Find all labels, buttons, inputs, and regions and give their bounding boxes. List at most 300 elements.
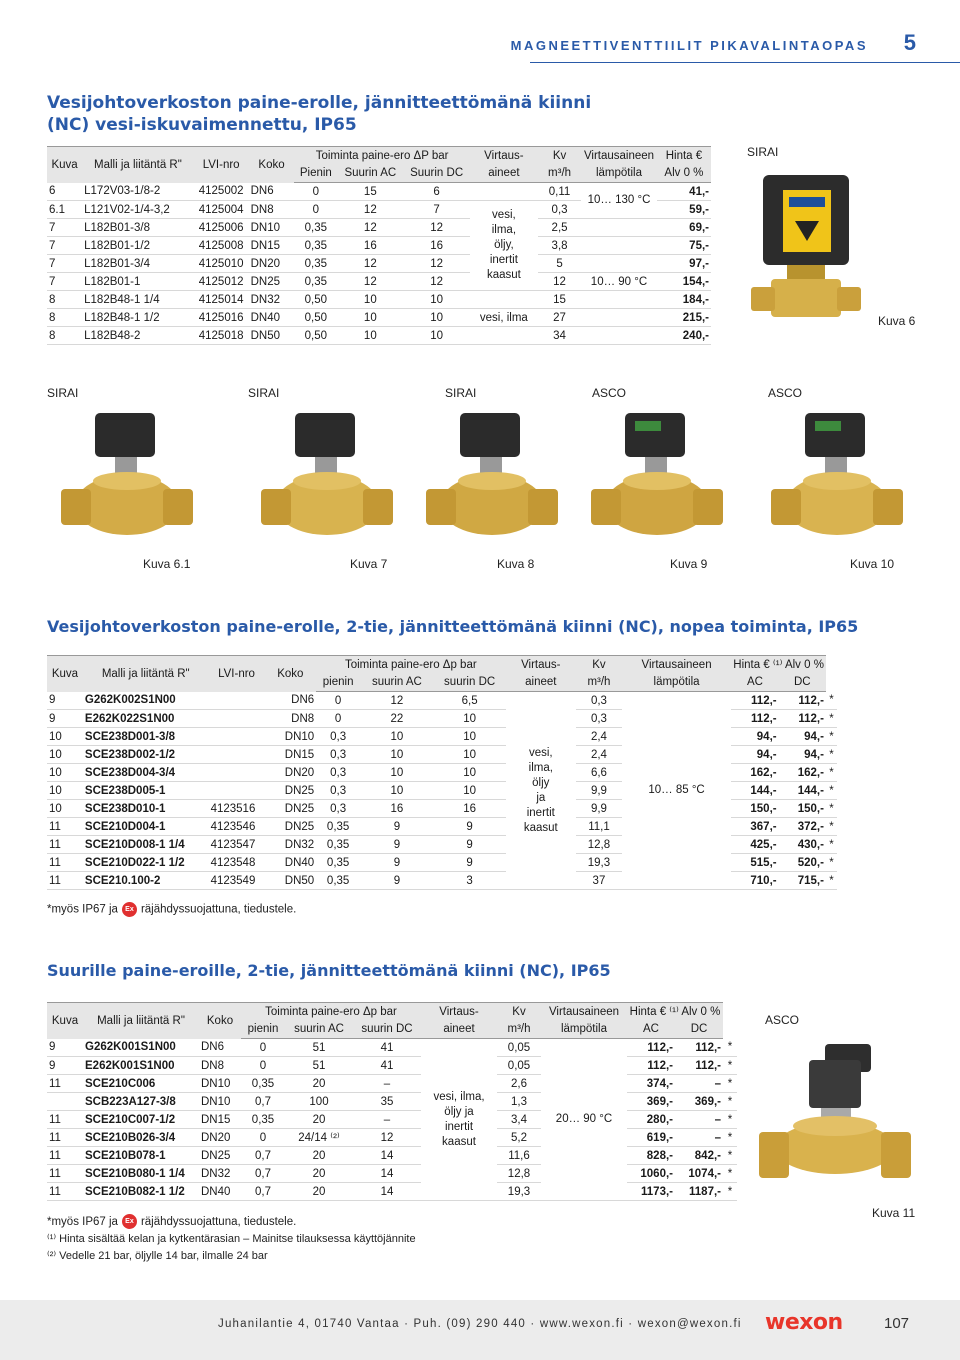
cell-kv: 2,6 — [497, 1075, 541, 1093]
cell-ac: 10 — [360, 746, 434, 764]
cell-koko: DN25 — [264, 800, 316, 818]
th3-aineet: aineet — [421, 1021, 497, 1039]
cell-hinta-ac: 112,- — [627, 1039, 675, 1057]
th2-suurin-dc: suurin DC — [434, 674, 506, 692]
th3-dc: DC — [675, 1021, 723, 1039]
cell-hinta-dc: – — [675, 1129, 723, 1147]
th-virtausaineen: Virtausaineen — [581, 147, 657, 165]
cell-hinta-dc: 112,- — [779, 692, 826, 710]
cell-virtaus-empty — [470, 183, 538, 201]
note3-ex — [47, 1214, 416, 1231]
cell-koko: DN50 — [249, 327, 295, 345]
cell-hinta-ac: 619,- — [627, 1129, 675, 1147]
cell-koko: DN40 — [249, 309, 295, 327]
cell-koko: DN25 — [249, 273, 295, 291]
cell-lvi: 4125016 — [194, 309, 249, 327]
th3-virtaus: Virtaus- — [421, 1003, 497, 1021]
cell-hinta-dc: – — [675, 1075, 723, 1093]
gallery-brand: SIRAI — [445, 386, 477, 400]
cell-hinta-ac: 162,- — [731, 764, 778, 782]
gallery-brand: SIRAI — [248, 386, 280, 400]
cell-pienin: 0,3 — [316, 746, 360, 764]
cell-hinta-ac: 112,- — [731, 692, 778, 710]
cell-ac: 24/14 ⁽²⁾ — [285, 1129, 353, 1147]
cell-malli: L172V03-1/8-2 — [82, 183, 194, 201]
cell-virtausaineet-line: vesi, — [528, 746, 553, 759]
cell-koko: DN10 — [249, 219, 295, 237]
cell-pienin: 0,7 — [241, 1165, 285, 1183]
th3-toiminta: Toiminta paine-ero Δp bar — [241, 1003, 421, 1021]
cell-kv: 5,2 — [497, 1129, 541, 1147]
th3-kv-unit: m³/h — [497, 1021, 541, 1039]
cell-malli: SCE210B082-1 1/2 — [83, 1183, 199, 1201]
gallery-brand: SIRAI — [47, 386, 79, 400]
cell-hinta-dc: 112,- — [779, 710, 826, 728]
th-alv: Alv 0 % — [657, 165, 711, 183]
th-toiminta: Toiminta paine-ero ΔP bar — [294, 147, 469, 165]
cell-ac: 12 — [337, 255, 403, 273]
cell-malli: L182B01-3/4 — [82, 255, 194, 273]
cell-kv: 19,3 — [497, 1183, 541, 1201]
cell-pienin: 0 — [294, 183, 337, 201]
cell-lvi: 4123547 — [209, 836, 265, 854]
cell-lampotila — [541, 1039, 627, 1201]
th-pienin: Pienin — [294, 165, 337, 183]
th3-pienin: pienin — [241, 1021, 285, 1039]
footnote-2: ⁽²⁾ Vedelle 21 bar, öljylle 14 bar, ilmalle 24 bar — [47, 1250, 268, 1262]
cell-lvi — [209, 728, 265, 746]
cell-ac: 20 — [285, 1111, 353, 1129]
cell-malli: L182B48-1 1/4 — [82, 291, 194, 309]
valve-image-kuva11 — [755, 1040, 915, 1200]
th2-malli: Malli ja liitäntä R" — [83, 656, 209, 692]
wexon-logo: wexon — [765, 1310, 843, 1335]
cell-kv: 0,3 — [538, 201, 581, 219]
cell-virtausaineet-line: ja — [536, 791, 546, 804]
cell-kuva: 11 — [47, 1183, 83, 1201]
table-row — [47, 327, 711, 345]
cell-koko: DN8 — [199, 1057, 241, 1075]
cell-pienin: 0,50 — [294, 291, 337, 309]
cell-hinta-ac: 1173,- — [627, 1183, 675, 1201]
cell-dc: 12 — [403, 219, 469, 237]
cell-lvi: 4125006 — [194, 219, 249, 237]
cell-hinta-ac: 112,- — [731, 710, 778, 728]
cell-lvi — [209, 782, 265, 800]
valve-image-kuva6 — [745, 165, 865, 335]
cell-virtausaineet-line: vesi, ilma, — [433, 1090, 485, 1103]
cell-dc: 41 — [353, 1039, 421, 1057]
th-hinta: Hinta € — [657, 147, 711, 165]
cell-pienin: 0,35 — [294, 273, 337, 291]
cell-kuva: 6 — [47, 183, 82, 201]
cell-lampotila-a-line: 10… 130 °C — [587, 194, 651, 206]
cell-hinta-ac: 425,- — [731, 836, 778, 854]
cell-kuva: 9 — [47, 1057, 83, 1075]
gallery-label: Kuva 8 — [497, 557, 535, 571]
cell-hinta-dc: 430,- — [779, 836, 826, 854]
cell-lampotila-empty — [581, 255, 657, 273]
cell-kv: 0,11 — [538, 183, 581, 201]
cell-virtausaineet-line: kaasut — [523, 821, 558, 834]
cell-hinta-ac: 828,- — [627, 1147, 675, 1165]
cell-virtausaineet-line: öljy, — [494, 239, 514, 251]
table-row — [47, 309, 711, 327]
cell-hinta-ac: 374,- — [627, 1075, 675, 1093]
cell-hinta-ac: 369,- — [627, 1093, 675, 1111]
note2-pre: *myös IP67 ja — [47, 903, 118, 916]
cell-star: * — [826, 710, 837, 728]
cell-koko: DN6 — [199, 1039, 241, 1057]
cell-koko: DN15 — [264, 746, 316, 764]
section3-side-label: Kuva 11 — [872, 1206, 916, 1220]
cell-ac: 10 — [337, 291, 403, 309]
cell-hinta-ac: 367,- — [731, 818, 778, 836]
cell-hinta-dc: 369,- — [675, 1093, 723, 1111]
cell-pienin: 0,50 — [294, 309, 337, 327]
valve-image — [585, 405, 735, 555]
cell-malli: SCE210.100-2 — [83, 872, 209, 890]
cell-malli: SCE210D022-1 1/2 — [83, 854, 209, 872]
cell-ac: 10 — [360, 782, 434, 800]
note3-post: räjähdyssuojattuna, tiedustele. — [140, 1216, 297, 1228]
cell-malli: SCE210D008-1 1/4 — [83, 836, 209, 854]
cell-dc: 14 — [353, 1183, 421, 1201]
cell-star: * — [723, 1147, 737, 1165]
cell-ac: 15 — [337, 183, 403, 201]
cell-koko: DN25 — [264, 782, 316, 800]
cell-lvi: 4123516 — [209, 800, 265, 818]
cell-kv: 11,6 — [497, 1147, 541, 1165]
cell-kuva: 10 — [47, 800, 83, 818]
cell-virtausaineet — [421, 1039, 497, 1201]
cell-kuva: 11 — [47, 1147, 83, 1165]
cell-virtausaineet — [470, 201, 538, 291]
note2-post: räjähdyssuojattuna, tiedustele. — [140, 903, 297, 916]
th2-lampotila: lämpötila — [622, 674, 731, 692]
cell-lampotila-empty — [581, 291, 657, 309]
cell-star: * — [723, 1111, 737, 1129]
th-kv-unit: m³/h — [538, 165, 581, 183]
cell-pienin: 0,7 — [241, 1147, 285, 1165]
th3-kv: Kv — [497, 1003, 541, 1021]
cell-malli: E262K001S1N00 — [83, 1057, 199, 1075]
cell-pienin: 0,3 — [316, 764, 360, 782]
section3-table — [47, 1002, 737, 1201]
cell-ac: 20 — [285, 1075, 353, 1093]
cell-star: * — [826, 854, 837, 872]
cell-kuva — [47, 1093, 83, 1111]
cell-ac: 12 — [337, 201, 403, 219]
cell-ac: 12 — [337, 219, 403, 237]
cell-malli: E262K022S1N00 — [83, 710, 209, 728]
cell-malli: L121V02-1/4-3,2 — [82, 201, 194, 219]
cell-lampotila-a — [581, 183, 657, 219]
th3-ac: AC — [627, 1021, 675, 1039]
cell-malli: L182B48-2 — [82, 327, 194, 345]
footer-address: Juhanilantie 4, 01740 Vantaa · Puh. (09) 290 440 · www.wexon.fi · wexon@wexon.fi — [218, 1318, 742, 1330]
cell-kuva: 11 — [47, 1075, 83, 1093]
cell-star: * — [826, 818, 837, 836]
cell-lampotila-line: 10… 85 °C — [648, 784, 705, 796]
cell-malli: SCE210C006 — [83, 1075, 199, 1093]
cell-dc: 12 — [353, 1129, 421, 1147]
cell-hinta: 154,- — [657, 273, 711, 291]
section3-notes — [47, 1214, 416, 1265]
th2-toiminta: Toiminta paine-ero Δp bar — [316, 656, 505, 674]
cell-star: * — [826, 764, 837, 782]
cell-dc: – — [353, 1075, 421, 1093]
cell-hinta-ac: 144,- — [731, 782, 778, 800]
th3-suurin-ac: suurin AC — [285, 1021, 353, 1039]
cell-malli: SCE210B026-3/4 — [83, 1129, 199, 1147]
cell-koko: DN20 — [249, 255, 295, 273]
cell-virtausaineet — [506, 692, 577, 890]
section1-table — [47, 146, 711, 345]
cell-dc: 16 — [434, 800, 506, 818]
cell-dc: 3 — [434, 872, 506, 890]
cell-dc: 9 — [434, 854, 506, 872]
cell-virtausaineet-line: inertit — [444, 1120, 474, 1133]
cell-hinta: 240,- — [657, 327, 711, 345]
cell-kuva: 8 — [47, 327, 82, 345]
cell-hinta-ac: 94,- — [731, 746, 778, 764]
cell-lvi: 4123548 — [209, 854, 265, 872]
cell-koko: DN8 — [264, 710, 316, 728]
th-lampotila: lämpötila — [581, 165, 657, 183]
cell-kv: 2,4 — [576, 746, 622, 764]
cell-pienin: 0 — [294, 201, 337, 219]
cell-pienin: 0,3 — [316, 782, 360, 800]
section1-title-line1: Vesijohtoverkoston paine-erolle, jännitteettömänä kiinni — [47, 93, 592, 113]
ex-mark-icon: Ex — [122, 902, 137, 917]
cell-koko: DN32 — [249, 291, 295, 309]
cell-kuva: 7 — [47, 255, 82, 273]
th3-virtausaineen: Virtausaineen — [541, 1003, 627, 1021]
cell-dc: 10 — [434, 710, 506, 728]
th2-virtaus: Virtaus- — [506, 656, 577, 674]
cell-kuva: 9 — [47, 1039, 83, 1057]
cell-lvi — [209, 692, 265, 710]
cell-kuva: 11 — [47, 1129, 83, 1147]
table-row — [47, 291, 711, 309]
gallery-label: Kuva 7 — [350, 557, 388, 571]
cell-dc: 10 — [434, 782, 506, 800]
cell-malli: SCE238D005-1 — [83, 782, 209, 800]
cell-virtaus-empty — [470, 291, 538, 309]
th-kuva: Kuva — [47, 147, 82, 183]
cell-kv: 0,3 — [576, 710, 622, 728]
th3-kuva: Kuva — [47, 1003, 83, 1039]
cell-virtausaineet-line: kaasut — [486, 269, 521, 281]
cell-ac: 20 — [285, 1183, 353, 1201]
cell-kuva: 9 — [47, 710, 83, 728]
cell-kuva: 9 — [47, 692, 83, 710]
cell-ac: 20 — [285, 1147, 353, 1165]
cell-ac: 9 — [360, 836, 434, 854]
cell-hinta-dc: 372,- — [779, 818, 826, 836]
gallery-label: Kuva 6.1 — [143, 557, 191, 571]
th-malli: Malli ja liitäntä R" — [82, 147, 194, 183]
section3-side-brand: ASCO — [765, 1013, 800, 1027]
cell-pienin: 0,3 — [316, 728, 360, 746]
cell-kv: 12,8 — [576, 836, 622, 854]
cell-hinta-dc: 1187,- — [675, 1183, 723, 1201]
cell-dc: 10 — [434, 728, 506, 746]
cell-ac: 51 — [285, 1039, 353, 1057]
cell-star: * — [723, 1183, 737, 1201]
cell-koko: DN40 — [264, 854, 316, 872]
cell-lampotila-empty — [581, 219, 657, 237]
cell-pienin: 0 — [316, 692, 360, 710]
cell-pienin: 0 — [241, 1039, 285, 1057]
gallery-brand: ASCO — [592, 386, 627, 400]
cell-koko: DN20 — [199, 1129, 241, 1147]
cell-star: * — [723, 1039, 737, 1057]
cell-lvi: 4123549 — [209, 872, 265, 890]
cell-kuva: 11 — [47, 872, 83, 890]
table-row — [47, 1165, 737, 1183]
table-row — [47, 255, 711, 273]
cell-malli: L182B01-1 — [82, 273, 194, 291]
cell-dc: 10 — [403, 327, 469, 345]
cell-dc: 6 — [403, 183, 469, 201]
th2-kv-unit: m³/h — [576, 674, 622, 692]
cell-lampotila-empty — [581, 237, 657, 255]
cell-kv: 27 — [538, 309, 581, 327]
note3-pre: *myös IP67 ja — [47, 1216, 118, 1228]
cell-pienin: 0,35 — [316, 836, 360, 854]
th3-malli: Malli ja liitäntä R" — [83, 1003, 199, 1039]
cell-pienin: 0,35 — [241, 1075, 285, 1093]
table-row — [47, 1183, 737, 1201]
cell-virtausaineet-line: kaasut — [442, 1135, 476, 1148]
cell-koko: DN20 — [264, 764, 316, 782]
cell-star: * — [723, 1093, 737, 1111]
cell-malli: L182B01-3/8 — [82, 219, 194, 237]
cell-pienin: 0,50 — [294, 327, 337, 345]
cell-pienin: 0,35 — [294, 237, 337, 255]
cell-dc: 41 — [353, 1057, 421, 1075]
cell-lvi: 4125010 — [194, 255, 249, 273]
cell-lvi — [209, 710, 265, 728]
cell-hinta-ac: 150,- — [731, 800, 778, 818]
cell-kuva: 11 — [47, 1111, 83, 1129]
gallery-label: Kuva 10 — [850, 557, 895, 571]
cell-malli: SCE210C007-1/2 — [83, 1111, 199, 1129]
cell-pienin: 0,3 — [316, 800, 360, 818]
cell-koko: DN15 — [249, 237, 295, 255]
cell-dc: 9 — [434, 818, 506, 836]
cell-pienin: 0,35 — [316, 818, 360, 836]
cell-ac: 51 — [285, 1057, 353, 1075]
cell-malli: L182B01-1/2 — [82, 237, 194, 255]
cell-kuva: 11 — [47, 1165, 83, 1183]
cell-malli: SCE210B080-1 1/4 — [83, 1165, 199, 1183]
cell-lvi: 4123546 — [209, 818, 265, 836]
th-koko: Koko — [249, 147, 295, 183]
valve-image — [255, 405, 405, 555]
footer-page-number: 107 — [884, 1315, 910, 1332]
cell-dc: 14 — [353, 1147, 421, 1165]
th2-koko: Koko — [264, 656, 316, 692]
cell-malli: SCE210D004-1 — [83, 818, 209, 836]
th2-pienin: pienin — [316, 674, 360, 692]
cell-ac: 22 — [360, 710, 434, 728]
cell-kv: 0,3 — [576, 692, 622, 710]
valve-image — [765, 405, 915, 555]
table-row — [47, 1129, 737, 1147]
cell-malli: G262K001S1N00 — [83, 1039, 199, 1057]
th2-kuva: Kuva — [47, 656, 83, 692]
cell-dc: – — [353, 1111, 421, 1129]
cell-dc: 10 — [403, 291, 469, 309]
cell-dc: 12 — [403, 273, 469, 291]
cell-koko: DN50 — [264, 872, 316, 890]
th3-lampotila: lämpötila — [541, 1021, 627, 1039]
cell-lampotila-line: 20… 90 °C — [555, 1113, 613, 1125]
cell-virtaus-empty — [470, 327, 538, 345]
cell-dc: 16 — [403, 237, 469, 255]
cell-pienin: 0 — [241, 1129, 285, 1147]
cell-star: * — [723, 1057, 737, 1075]
cell-hinta-dc: 94,- — [779, 728, 826, 746]
cell-malli: SCE238D010-1 — [83, 800, 209, 818]
cell-hinta: 75,- — [657, 237, 711, 255]
cell-hinta-dc: 1074,- — [675, 1165, 723, 1183]
header-title: MAGNEETTIVENTTIILIT PIKAVALINTAOPAS — [510, 38, 868, 53]
cell-hinta-dc: 162,- — [779, 764, 826, 782]
cell-koko: DN6 — [249, 183, 295, 201]
cell-pienin: 0,35 — [241, 1111, 285, 1129]
cell-pienin: 0,35 — [294, 255, 337, 273]
cell-ac: 16 — [337, 237, 403, 255]
cell-kuva: 10 — [47, 728, 83, 746]
cell-hinta-dc: 150,- — [779, 800, 826, 818]
cell-koko: DN10 — [264, 728, 316, 746]
cell-kv: 34 — [538, 327, 581, 345]
cell-ac: 9 — [360, 872, 434, 890]
th2-virtausaineen: Virtausaineen — [622, 656, 731, 674]
cell-pienin: 0,35 — [316, 872, 360, 890]
cell-pienin: 0,35 — [316, 854, 360, 872]
cell-star: * — [826, 782, 837, 800]
cell-hinta-dc: 842,- — [675, 1147, 723, 1165]
th2-suurin-ac: suurin AC — [360, 674, 434, 692]
cell-ac: 10 — [337, 309, 403, 327]
cell-kv: 0,05 — [497, 1057, 541, 1075]
cell-pienin: 0,7 — [241, 1093, 285, 1111]
cell-hinta-dc: 112,- — [675, 1057, 723, 1075]
cell-virtausaineet-line: inertit — [489, 254, 518, 266]
cell-lvi: 4125012 — [194, 273, 249, 291]
cell-virtausaineet-line: inertit — [526, 806, 555, 819]
cell-kuva: 8 — [47, 291, 82, 309]
th2-ac: AC — [731, 674, 778, 692]
cell-virtausaineet-line: vesi, — [492, 209, 516, 221]
header-rule — [530, 62, 960, 63]
cell-kv: 0,05 — [497, 1039, 541, 1057]
table-row — [47, 1093, 737, 1111]
cell-hinta-dc: 715,- — [779, 872, 826, 890]
cell-virtausaineet-line: ilma, — [528, 761, 553, 774]
cell-hinta-ac: 515,- — [731, 854, 778, 872]
cell-ac: 9 — [360, 854, 434, 872]
section2-note — [47, 902, 296, 917]
cell-hinta-ac: 710,- — [731, 872, 778, 890]
cell-malli: G262K002S1N00 — [83, 692, 209, 710]
cell-kv: 5 — [538, 255, 581, 273]
